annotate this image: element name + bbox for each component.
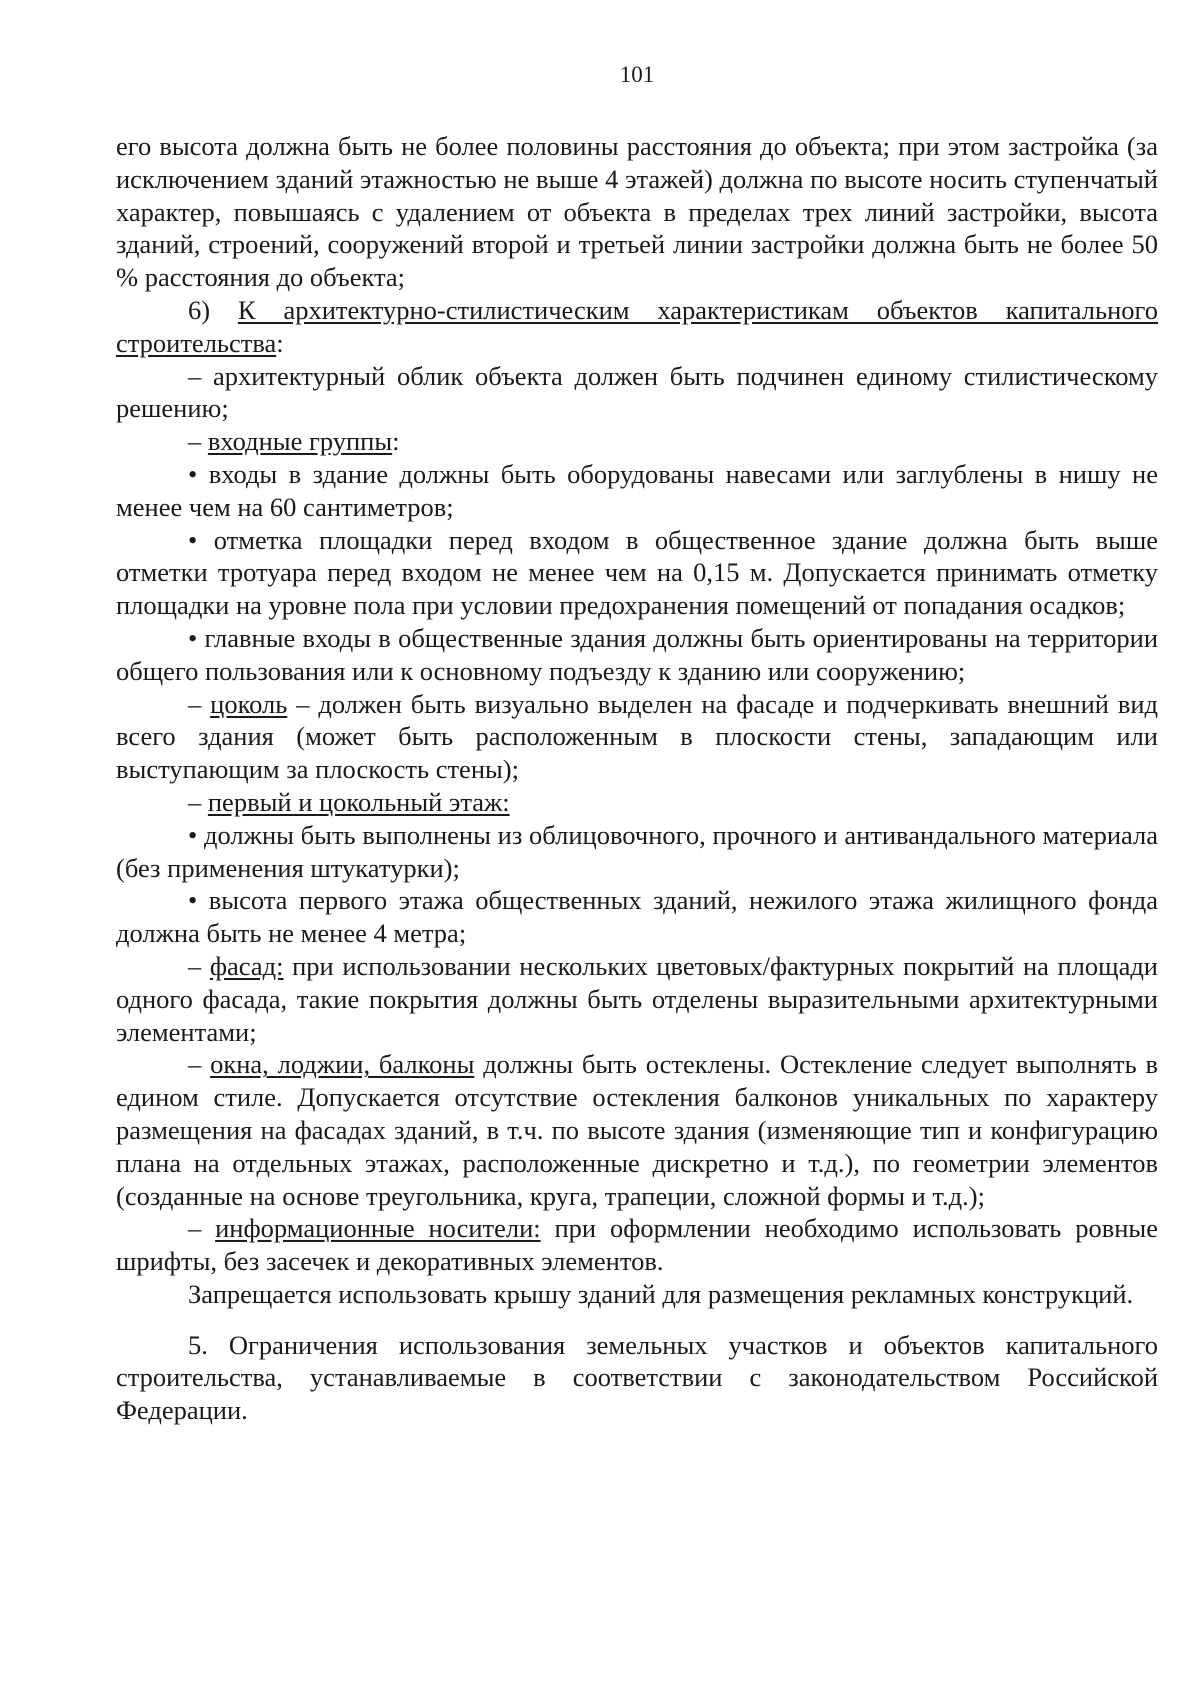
- underlined-term: входные группы: [207, 426, 393, 457]
- dash: –: [188, 1049, 211, 1080]
- bullet-first-floor-height: • высота первого этажа общественных зданий, нежилого этажа жилищного фонда должна быть не менее 4 метра;: [116, 885, 1158, 949]
- underlined-term: фасад:: [209, 950, 284, 981]
- paragraph-text: при использовании нескольких цветовых/фактурных покрытий на площади одного фасада, такие покрытия должны быть отделены выразительными архитектурными элементами;: [116, 950, 1158, 1047]
- paragraph-plinth: [116, 688, 1158, 786]
- paragraph-architectural-characteristics-heading: [116, 294, 1158, 360]
- paragraph-height-limit: его высота должна быть не более половины расстояния до объекта; при этом застройка (за исключением зданий этажностью не выше 4 этажей) должна по высоте носить ступенчатый характер, повышаясь с удалением от объекта в пределах трех линий застройки, высота зданий, строений, сооружений второй и третьей линии застройки должна быть не более 50 % расстояния до объекта;: [116, 131, 1158, 293]
- document-page: [116, 60, 1158, 1427]
- bullet-entrance-platform-level: • отметка площадки перед входом в общественное здание должна быть выше отметки тротуара перед входом не менее чем на 0,15 м. Допускается принимать отметку площадки на уровне пола при условии предохранения помещений от попадания осадков;: [116, 524, 1158, 621]
- paragraph-roof-advertising-ban: Запрещается использовать крышу зданий для размещения рекламных конструкций.: [188, 1278, 1134, 1309]
- paragraph-first-floor-heading: [116, 786, 1158, 819]
- paragraph-architectural-appearance: – архитектурный облик объекта должен быть подчинен единому стилистическому решению;: [116, 360, 1158, 424]
- underlined-term: первый и цокольный этаж:: [207, 786, 510, 817]
- underlined-heading: К архитектурно-стилистическим характеристикам объектов капитального строительства: [116, 294, 1158, 358]
- page-number: 101: [619, 62, 655, 87]
- paragraph-facade: [116, 950, 1158, 1048]
- bullet-facing-material: • должны быть выполнены из облицовочного, прочного и антивандального материала (без применения штукатурки);: [116, 819, 1158, 883]
- paragraph-entrance-groups-heading: [116, 425, 1158, 458]
- paragraph-information-carriers: [116, 1212, 1158, 1278]
- paragraph-windows-balconies: [116, 1048, 1158, 1212]
- paragraph-section-5-heading: 5. Ограничения использования земельных участков и объектов капитального строительства, устанавливаемые в соответствии с законодательством Российской Федерации.: [116, 1329, 1158, 1426]
- dash: –: [188, 950, 210, 981]
- list-number: 6): [188, 294, 238, 325]
- underlined-term: информационные носители:: [215, 1213, 541, 1244]
- term-colon: :: [392, 426, 400, 457]
- bullet-entrances-canopies: • входы в здание должны быть оборудованы навесами или заглублены в нишу не менее чем на 60 сантиметров;: [116, 458, 1158, 522]
- paragraph-text: при оформлении необходимо использовать ровные шрифты, без засечек и декоративных элементов.: [116, 1213, 1158, 1277]
- dash: –: [188, 786, 208, 817]
- bullet-main-entrances-orientation: • главные входы в общественные здания должны быть ориентированы на территории общего пользования или к основному подъезду к зданию или сооружению;: [116, 622, 1158, 686]
- dash: –: [188, 426, 208, 457]
- underlined-term: цоколь: [210, 688, 288, 719]
- heading-colon: :: [276, 327, 284, 358]
- paragraph-text: – должен быть визуально выделен на фасаде и подчеркивать внешний вид всего здания (может быть расположенным в плоскости стены, западающим или выступающим за плоскость стены);: [116, 688, 1159, 785]
- dash: –: [188, 1213, 216, 1244]
- paragraph-text: должны быть остеклены. Остекление следует выполнять в едином стиле. Допускается отсутствие остекления балконов уникальных по характеру размещения на фасадах зданий, в т.ч. по высоте здания (изменяющие тип и конфигурацию плана на отдельных этажах, расположенные дискретно и т.д.), по геометрии элементов (созданные на основе треугольника, круга, трапеции, сложной формы и т.д.);: [116, 1049, 1158, 1211]
- underlined-term: окна, лоджии, балконы: [210, 1049, 475, 1080]
- dash: –: [188, 688, 211, 719]
